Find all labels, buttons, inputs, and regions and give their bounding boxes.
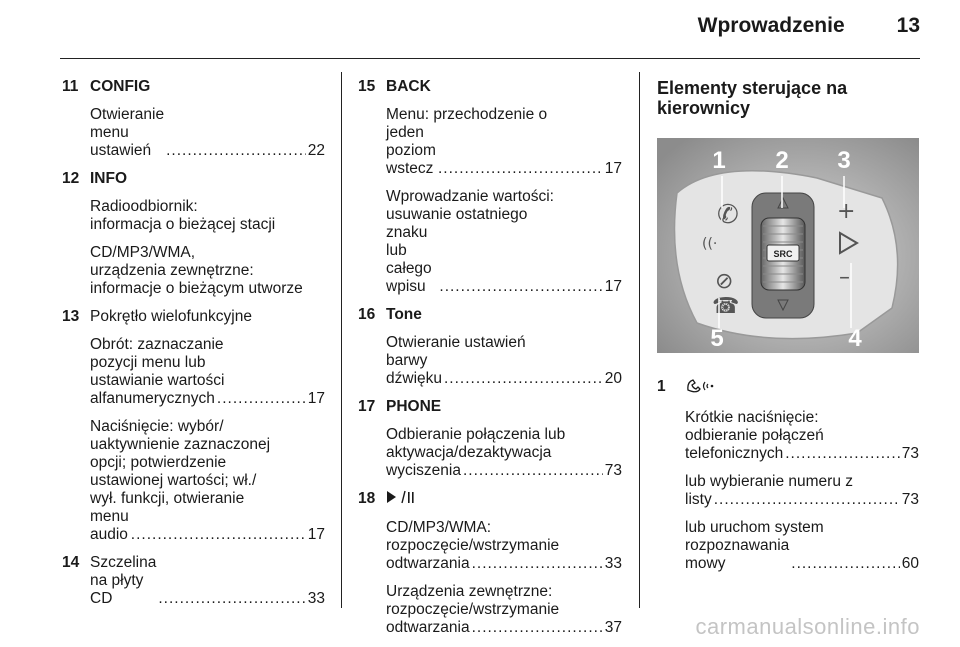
- column-divider: [639, 72, 640, 608]
- section-title-line: kierownicy: [657, 98, 751, 118]
- page-header: [698, 14, 920, 38]
- ref-page: 37: [604, 619, 622, 636]
- leader-dots: [438, 160, 603, 178]
- entry-title: [386, 490, 622, 509]
- page-number: 13: [896, 14, 920, 37]
- ref-page: 17: [604, 278, 622, 295]
- ref-page: 33: [604, 555, 622, 572]
- ref-page: 17: [604, 160, 622, 177]
- entry-text: [685, 519, 919, 573]
- entry-13: [62, 308, 325, 544]
- entry-number: 15: [358, 78, 376, 95]
- ref-text: odtwarzania: [386, 619, 470, 636]
- entry-number: 11: [62, 78, 79, 95]
- text-line: urządzenia zewnętrzne:: [90, 262, 254, 279]
- entry-ref: [685, 537, 919, 573]
- ref-text: Otwieranie menu ustawień: [90, 106, 165, 159]
- entry-text: [90, 244, 325, 298]
- entry-text: [90, 418, 325, 544]
- text-line: ustawionej wartości; wł./: [90, 472, 257, 489]
- ref-page: 73: [604, 462, 622, 479]
- callout-3: 3: [837, 147, 851, 174]
- column-3: [657, 78, 919, 583]
- text-line: Wprowadzanie wartości:: [386, 188, 554, 205]
- entry-18: [358, 490, 622, 637]
- text-line: lub wybieranie numeru z: [685, 473, 854, 490]
- leader-dots: [791, 555, 899, 573]
- callout-5: 5: [710, 325, 724, 352]
- entry-15: [358, 78, 622, 296]
- entry-ref: [90, 508, 325, 544]
- entry-11: [62, 78, 325, 160]
- entry-text: [386, 188, 622, 296]
- entry-text: [386, 583, 622, 637]
- ref-text: alfanumerycznych: [90, 390, 215, 407]
- text-line: pozycji menu lub: [90, 354, 206, 371]
- leader-dots: [131, 526, 306, 544]
- entry-number: 17: [358, 398, 376, 415]
- ref-text: odtwarzania: [386, 555, 470, 572]
- column-2: [358, 78, 622, 647]
- entry-ref: [90, 106, 325, 160]
- ref-page: 33: [307, 590, 325, 607]
- callout-1: 1: [712, 147, 726, 174]
- entry-ref: [685, 491, 919, 509]
- text-line: aktywacja/dezaktywacja: [386, 444, 552, 461]
- entry-text: [90, 336, 325, 408]
- src-label: SRC: [773, 249, 793, 259]
- watermark: carmanualsonline.info: [695, 614, 920, 639]
- leader-dots: [785, 445, 900, 463]
- entry-ref: [386, 352, 622, 388]
- text-line: Radioodbiornik:: [90, 198, 198, 215]
- ref-text: telefonicznych: [685, 445, 784, 462]
- entry-title: PHONE: [386, 398, 442, 415]
- ref-page: 73: [901, 445, 919, 462]
- text-line: rozpoczęcie/wstrzymanie: [386, 601, 560, 618]
- entry-ref: [386, 619, 622, 637]
- steering-wheel-controls-figure: [657, 138, 919, 353]
- leader-dots: [217, 390, 306, 408]
- leader-dots: [472, 619, 603, 637]
- entry-ref: [386, 555, 622, 573]
- callout-4: 4: [848, 325, 862, 352]
- hang-up-icon: ☎: [712, 294, 740, 319]
- ref-page: 17: [307, 390, 325, 407]
- text-line: informacje o bieżącym utworze: [90, 280, 303, 297]
- callout-2: 2: [775, 147, 789, 174]
- phone-icon: ✆: [717, 200, 739, 230]
- entry-number: 18: [358, 490, 376, 507]
- entry-ref: [386, 124, 622, 178]
- entry-ref: [386, 462, 622, 480]
- entry-text: [386, 106, 622, 178]
- ref-text: barwy dźwięku: [386, 352, 442, 387]
- voice-icon: ((·: [702, 236, 718, 252]
- leader-dots: [444, 370, 603, 388]
- leader-dots: [166, 142, 306, 160]
- text-line: Otwieranie ustawień: [386, 334, 526, 351]
- mute-icon: ⊘: [715, 269, 734, 294]
- entry-17: [358, 398, 622, 480]
- text-line: odbieranie połączeń: [685, 427, 824, 444]
- entry-title: INFO: [90, 170, 128, 187]
- ref-page: 17: [307, 526, 325, 543]
- text-line: CD/MP3/WMA:: [386, 519, 492, 536]
- entry-title: Tone: [386, 306, 422, 323]
- entry-12: [62, 170, 325, 298]
- leader-dots: [463, 462, 603, 480]
- header-title: Wprowadzenie: [697, 14, 845, 37]
- entry-number: 1: [657, 378, 666, 395]
- volume-down-icon: –: [839, 265, 850, 290]
- entry-text: [90, 198, 325, 234]
- play-pause-icon: [386, 490, 416, 504]
- ref-text: znaku lub całego wpisu: [386, 224, 432, 295]
- ref-page: 20: [604, 370, 622, 387]
- ref-page: 60: [901, 555, 919, 572]
- volume-up-icon: +: [837, 199, 856, 224]
- entry-14: [62, 554, 325, 608]
- text-line: rozpoczęcie/wstrzymanie: [386, 537, 560, 554]
- text-line: Urządzenia zewnętrzne:: [386, 583, 553, 600]
- text-line: Menu: przechodzenie o: [386, 106, 548, 123]
- entry-16: [358, 306, 622, 388]
- entry-ref: [90, 390, 325, 408]
- text-line: ustawianie wartości: [90, 372, 225, 389]
- section-title-line: Elementy sterujące na: [657, 78, 848, 98]
- text-line: wył. funkcji, otwieranie: [90, 490, 245, 507]
- text-line: Krótkie naciśnięcie:: [685, 409, 819, 426]
- section-title: [657, 78, 919, 118]
- phone-voice-icon: [685, 378, 719, 394]
- ref-text: wyciszenia: [386, 462, 461, 479]
- text-line: uaktywnienie zaznaczonej: [90, 436, 271, 453]
- entry-number: 13: [62, 308, 80, 325]
- text-line: lub uruchom system: [685, 519, 824, 536]
- leader-dots: [714, 491, 900, 509]
- text-line: Obrót: zaznaczanie: [90, 336, 224, 353]
- ref-text: menu audio: [90, 508, 129, 543]
- entry-title: CONFIG: [90, 78, 151, 95]
- ref-text: Szczelina na płyty CD: [90, 554, 157, 607]
- text-line: opcji; potwierdzenie: [90, 454, 227, 471]
- entry-title: [685, 378, 919, 399]
- text-line: usuwanie ostatniego: [386, 206, 528, 223]
- entry-number: 16: [358, 306, 376, 323]
- entry-text: [386, 334, 622, 388]
- column-1: [62, 78, 325, 618]
- entry-text: [386, 426, 622, 480]
- text-line: Odbieranie połączenia lub: [386, 426, 566, 443]
- entry-title: BACK: [386, 78, 431, 95]
- ref-page: 22: [307, 142, 325, 159]
- entry-number: 14: [62, 554, 80, 571]
- entry-text: [685, 473, 919, 509]
- text-line: CD/MP3/WMA,: [90, 244, 196, 261]
- ref-text: listy: [685, 491, 712, 508]
- entry-ref: [90, 554, 325, 608]
- entry-ref: [386, 224, 622, 296]
- text-line: informacja o bieżącej stacji: [90, 216, 276, 233]
- leader-dots: [472, 555, 603, 573]
- ref-text: rozpoznawania mowy: [685, 537, 790, 572]
- ref-page: 73: [901, 491, 919, 508]
- leader-dots: [439, 278, 602, 296]
- entry-text: [685, 409, 919, 463]
- ref-text: jeden poziom wstecz: [386, 124, 436, 177]
- entry-title: Pokrętło wielofunkcyjne: [90, 308, 252, 325]
- entry-ref: [685, 445, 919, 463]
- entry-text: [386, 519, 622, 573]
- column-divider: [341, 72, 342, 608]
- entry-1: [657, 378, 919, 573]
- header-rule: [60, 58, 920, 59]
- leader-dots: [158, 590, 305, 608]
- text-line: Naciśnięcie: wybór/: [90, 418, 224, 435]
- entry-number: 12: [62, 170, 80, 187]
